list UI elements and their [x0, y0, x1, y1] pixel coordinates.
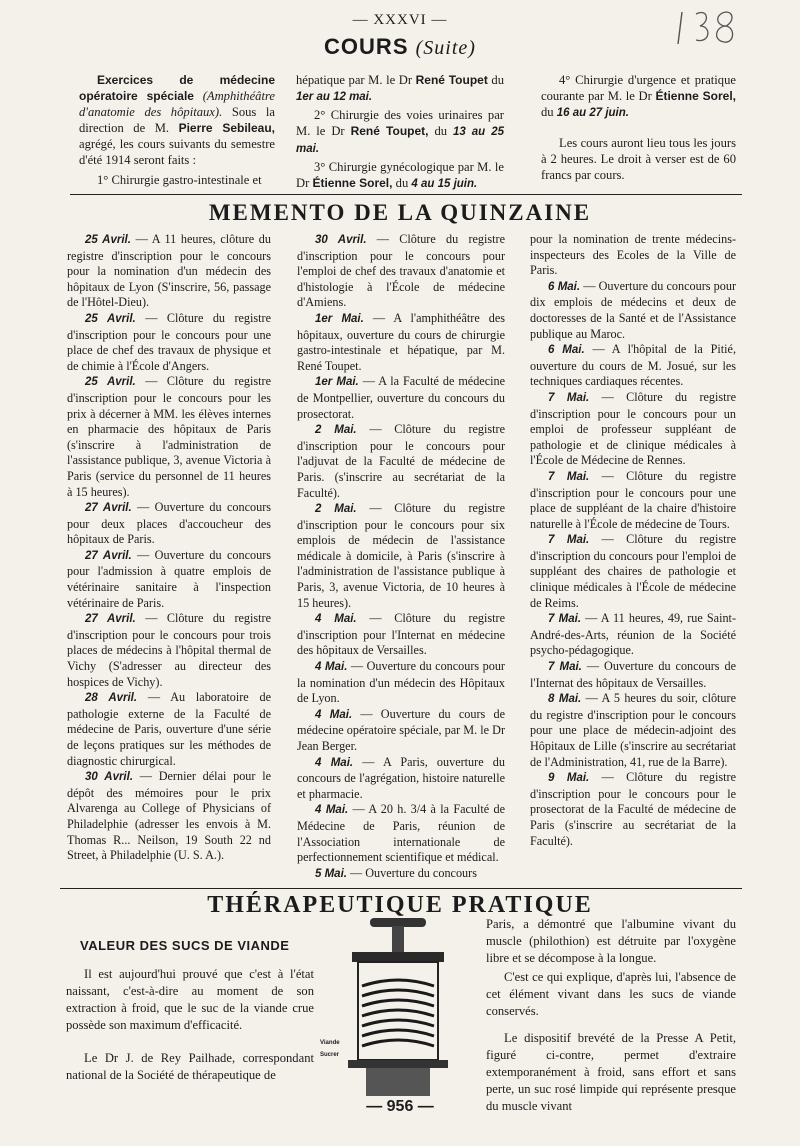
memento-entry-date: 30 Avril. — [315, 234, 367, 246]
memento-entry-text: — Clôture du registre d'inscription pour le concours pour le prosectorat de la Faculté de médecine de Paris (s'inscrire au secrétariat de la Faculté). — [530, 770, 736, 848]
memento-entry-text: — Clôture du registre d'inscription pour le concours pour une place de suppléant de la chaire d'histoire naturelle à l'École de médecine de Tours. — [530, 468, 736, 531]
memento-entry-date: 25 Avril. — [85, 234, 131, 246]
memento-entry-date: 7 Mai. — [548, 534, 590, 547]
memento-entry — [297, 802, 505, 865]
memento-entry — [297, 707, 505, 755]
memento-entry-text: — Ouverture du concours pour dix emplois de médecins et deux de doctoresses de la Santé et de l'Assistance publique au Maroc. — [530, 278, 737, 341]
memento-entry-date: 8 Mai. — [548, 693, 582, 706]
memento-entry — [67, 374, 271, 500]
memento-entry-date: 27 Avril. — [85, 613, 136, 626]
memento-entry-text: — Ouverture du concours — [350, 865, 477, 880]
memento-entry-text: — Dernier délai pour le dépôt des mémoires pour le prix Alvarenga au College of Physicians of Philadelphie (adresser les envois à M. Thomas R... Neilson, 19 South 22 nd Street, à Philadelphie (U. S. A.). — [67, 769, 271, 863]
memento-column-1 — [67, 232, 271, 864]
page-number: — 956 — — [366, 1098, 434, 1115]
memento-entry-text: — Ouverture du concours pour la nomination d'un médecin des Hôpitaux de Lyon. — [297, 659, 505, 706]
memento-entry — [297, 659, 505, 707]
cours-item-3: 3° Chirurgie gynécologique par M. le Dr Étienne Sorel, du 4 au 15 juin. — [296, 160, 504, 190]
memento-entry-text: — Clôture du registre d'inscription pour l'Internat en médecine des hôpitaux de Versailles. — [297, 611, 505, 658]
memento-column-2 — [297, 232, 505, 882]
memento-entry-text: — A 20 h. 3/4 à la Faculté de Médecine de Paris, réunion de l'Association internationale de perfectionnement scientifique et médical. — [297, 802, 506, 865]
memento-entry-date: 28 Avril. — [85, 692, 138, 705]
memento-entry-date: 27 Avril. — [85, 502, 132, 515]
memento-entry — [67, 611, 271, 690]
cours-item-4: 4° Chirurgie d'urgence et pratique courante par M. le Dr Étienne Sorel, du 16 au 27 juin. — [541, 73, 736, 119]
memento-entry-text: — Ouverture du cours de médecine opératoire spéciale, par M. le Dr Jean Berger. — [297, 706, 505, 753]
memento-entry-text: — Clôture du registre d'inscription du concours pour l'emploi de suppléant des chaires de pathologie et clinique médicales à l'École de médecine de Reims. — [530, 532, 736, 610]
section-divider-2 — [60, 888, 742, 889]
memento-entry — [297, 611, 505, 659]
memento-entry — [67, 500, 271, 548]
memento-entry — [530, 691, 736, 770]
cours-item-2: 2° Chirurgie des voies urinaires par M. le Dr René Toupet, du 13 au 25 mai. — [296, 108, 504, 155]
memento-entry — [67, 769, 271, 864]
memento-entry — [67, 232, 271, 311]
memento-entry-text: — A 11 heures, 49, rue Saint-André-des-Arts, réunion de la Société psycho-pédagogique. — [530, 611, 736, 658]
cours-column-2 — [296, 72, 504, 192]
therapeutique-left-p2: Le Dr J. de Rey Pailhade, correspondant national de la Société de thérapeutique de — [66, 1051, 314, 1082]
memento-entry-text: — Clôture du registre d'inscription pour le concours pour l'emploi de chef des travaux d'anatomie et d'histologie à l'École de médecine d'Amiens. — [297, 232, 505, 310]
memento-entry — [530, 532, 736, 611]
memento-entry — [297, 311, 505, 374]
memento-entry — [530, 342, 736, 390]
memento-entry-date: 6 Mai. — [548, 280, 581, 293]
therapeutique-left-p1: Il est aujourd'hui prouvé que c'est à l'état naissant, c'est-à-dire au moment de son extraction à froid, que le suc de la viande crue possède son maximum d'efficacité. — [66, 967, 314, 1032]
section-divider — [70, 194, 742, 195]
memento-entry — [67, 690, 271, 769]
memento-entry-date: 7 Mai. — [548, 391, 590, 404]
memento-entry — [297, 232, 505, 311]
memento-column-3 — [530, 232, 736, 849]
memento-entry-text: — Clôture du registre d'inscription pour le concours pour un emploi de professeur suppléant de pathologie et de clinique médicales à l'École de Médecine de Rennes. — [530, 389, 736, 468]
memento-entry — [530, 770, 736, 849]
memento-entry-date: 7 Mai. — [548, 661, 582, 674]
memento-entry — [67, 548, 271, 611]
cours-suite: (Suite) — [415, 37, 476, 59]
cours-item-1-cont: hépatique par M. le Dr René Toupet du 1er au 12 mai. — [296, 73, 504, 103]
memento-entry-text: — A la Faculté de médecine de Montpellier, ouverture du concours du prosectorat. — [297, 374, 506, 421]
therapeutique-right-p2: C'est ce qui explique, d'après lui, l'absence de cet élément vivant dans les sucs de viande conservés. — [486, 970, 736, 1018]
cours-title: COURS — [324, 34, 409, 59]
memento-entry — [530, 390, 736, 469]
memento-entry-text: — Clôture du registre d'inscription pour le concours pour l'adjuvat de la Faculté de médecine de Paris. (s'inscrire au secrétariat de la Faculté). — [297, 422, 505, 500]
memento-entry-date: 1er Mai. — [315, 376, 359, 389]
memento-entry-text: — A l'hôpital de la Pitié, ouverture du cours de M. Josué, sur les techniques cardiaques récentes. — [530, 342, 736, 389]
therapeutique-title: THÉRAPEUTIQUE PRATIQUE — [207, 892, 593, 918]
memento-entry-date: 27 Avril. — [85, 549, 132, 562]
memento-entry — [297, 374, 505, 422]
memento-entry-date: 2 Mai. — [315, 424, 357, 437]
memento-entry-date: 25 Avril. — [85, 376, 136, 389]
figure-label-viande: Viande — [320, 1040, 340, 1046]
cours-heading — [0, 34, 800, 60]
therapeutique-right-p3: Le dispositif brevété de la Presse A Petit, figuré ci-contre, permet d'extraire extemporanément à froid, sans effort et sans perte, un suc rosé limpide qui représente presque du muscle vivant — [486, 1031, 736, 1113]
memento-entry-date: 4 Mai. — [315, 804, 349, 817]
memento-entry-text: — A Paris, ouverture du concours de l'agrégation, histoire naturelle et pharmacie. — [297, 754, 505, 801]
memento-col3-lead: pour la nomination de trente médecins-inspecteurs des Ecoles de la Ville de Paris. — [530, 232, 736, 278]
memento-entry-text: — A 11 heures, clôture du registre d'inscription pour le concours pour la nomination d'un médecin des hôpitaux de Lyon (S'inscrire, 56, passage de l'Hôtel-Dieu). — [67, 232, 271, 310]
memento-entry-date: 5 Mai. — [315, 867, 347, 880]
memento-title: MEMENTO DE LA QUINZAINE — [208, 200, 592, 225]
memento-entry-text: — Clôture du registre d'inscription pour le concours pour six emplois de médecin de l'assistance médicale à domicile, à Paris (s'inscrire à l'administration de l'assistance publique à Paris, 3, avenue Victoria, de 10 heures à 15 heures). — [297, 501, 505, 610]
memento-entry-date: 7 Mai. — [548, 613, 582, 626]
cours-notice: Les cours auront lieu tous les jours à 2 heures. Le droit à verser est de 60 francs par cours. — [541, 136, 736, 182]
memento-entry — [530, 659, 736, 691]
memento-entry-text: — Clôture du registre d'inscription pour le concours pour trois places de médecins à l'hôpital thermal de Vichy (S'adresser au directeur des hospices de Vichy). — [67, 611, 272, 689]
memento-entry — [297, 501, 505, 611]
memento-entry — [530, 279, 736, 342]
therapeutique-left-column — [66, 966, 314, 1084]
memento-entry-date: 4 Mai. — [315, 661, 348, 674]
memento-entry-text: — Ouverture du concours de l'Internat des hôpitaux de Versailles. — [530, 659, 737, 690]
memento-entry-text: — A l'amphithéâtre des hôpitaux, ouverture du cours de chirurgie gastro-intestinale et hépatique, par M. René Toupet. — [297, 310, 506, 373]
memento-entry-text: — Clôture du registre d'inscription pour le concours pour les prix à décerner à MM. les élèves internes en pharmacie des hôpitaux de Paris (s'inscrire à l'administration de l'assistance publique, 3, avenue Victoria à Paris (service du personnel de 11 heures à 15 heures). — [67, 374, 272, 499]
memento-entry — [67, 311, 271, 374]
memento-entry-text: — A 5 heures du soir, clôture du registre d'inscription pour le concours pour une place de médecin-adjoint des Hôpitaux de Lille (s'inscrire au secrétariat de l'Administration, 41, rue de la Barre). — [530, 691, 736, 769]
therapeutique-right-p1: Paris, a démontré que l'albumine vivant du muscle (philothion) est détruite par l'oxygène libre et se décompose à la longue. — [486, 917, 736, 965]
memento-entry-date: 2 Mai. — [315, 503, 357, 516]
memento-entry-date: 4 Mai. — [315, 613, 357, 626]
memento-entry-date: 25 Avril. — [85, 312, 136, 325]
presse-petit-figure — [318, 916, 478, 1098]
cours-item-1: 1° Chirurgie gastro-intestinale et — [97, 173, 262, 187]
memento-entry-date: 30 Avril. — [85, 771, 134, 784]
memento-entry-date: 7 Mai. — [548, 470, 590, 483]
memento-entry — [297, 755, 505, 803]
memento-entry-date: 9 Mai. — [548, 772, 590, 785]
memento-entry — [530, 469, 736, 532]
figure-label-sucrer: Sucrer — [320, 1052, 340, 1058]
memento-entry-text: — Au laboratoire de pathologie externe de la Faculté de médecine de Paris, ouverture d'une série de leçons pratiques sur les méthodes de diagnostic chirurgical. — [67, 690, 271, 768]
cours-column-1 — [79, 72, 275, 188]
memento-entry-date: 4 Mai. — [315, 756, 354, 769]
memento-entry — [297, 422, 505, 501]
memento-entry-text: — Clôture du registre d'inscription pour le concours pour une place de chef des travaux de physique et de chimie à l'École d'Angers. — [67, 310, 272, 373]
therapeutique-right-column — [486, 916, 736, 1115]
memento-entry — [297, 866, 505, 883]
memento-entry — [530, 611, 736, 659]
memento-entry-date: 1er Mai. — [315, 312, 364, 325]
therapeutique-subtitle: VALEUR DES SUCS DE VIANDE — [80, 938, 290, 953]
cours-column-3 — [541, 72, 736, 183]
memento-entry-text: — Ouverture du concours pour deux places d'accoucheur des hôpitaux de Paris. — [67, 500, 271, 547]
memento-entry-text: — Ouverture du concours pour l'admission à quatre emplois de vétérinaire sanitaire à l'inspection vétérinaire de Paris. — [67, 547, 271, 610]
memento-entry-date: 6 Mai. — [548, 344, 585, 357]
memento-entry-date: 4 Mai. — [315, 708, 353, 721]
page-roman-numeral: — XXXVI — — [352, 12, 448, 28]
cours-intro: Exercices de médecine opératoire spéciale (Amphithéâtre d'anatomie des hôpitaux). Sous la direction de M. Pierre Sebileau, agrégé, les cours suivants du semestre d'été 1914 seront faits : — [79, 73, 275, 167]
